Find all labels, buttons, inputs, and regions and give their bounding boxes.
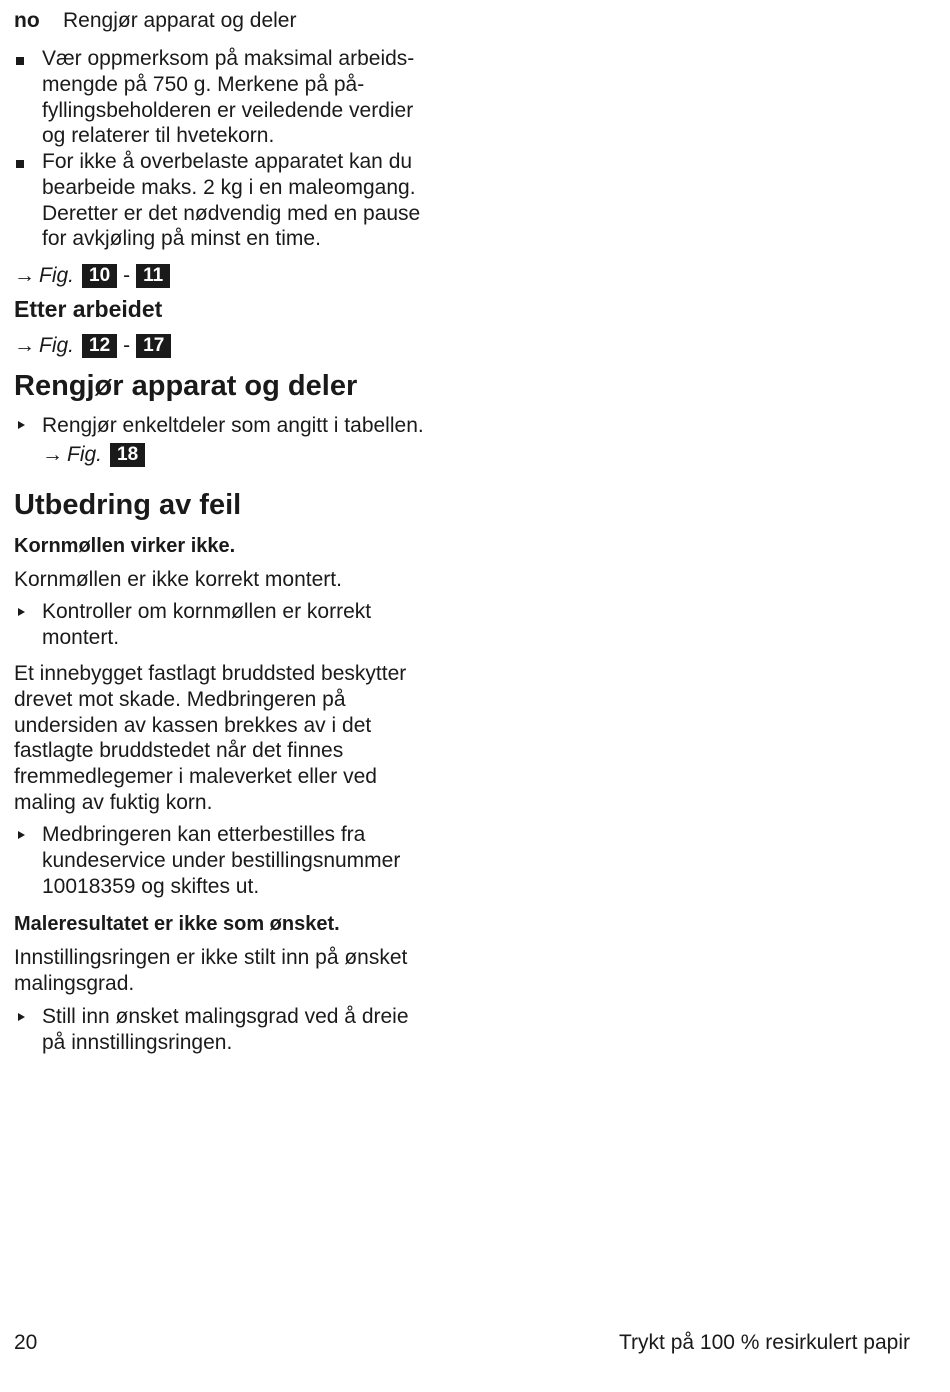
step-triangle-icon [18,608,25,616]
page-number: 20 [14,1331,38,1354]
step-triangle-icon [18,1013,25,1021]
fig-word: Fig. [39,334,75,357]
fig-word: Fig. [39,264,75,287]
step-clean-parts: Rengjør enkeltdeler som angitt i tabellen. [42,414,424,437]
step-triangle-icon [18,831,25,839]
bullet-square-icon [16,57,24,65]
paragraph-line: maling av fuktig korn. [14,790,213,814]
step-check-mill [42,599,472,651]
running-header [14,8,296,34]
step-line: montert. [42,625,120,649]
fig-word: Fig. [67,443,103,466]
cause-line: Innstillingsringen er ikke stilt inn på ønsket [14,946,408,969]
step-line: Still inn ønsket malingsgrad ved å dreie [42,1005,409,1028]
bullet-line: Vær oppmerksom på maksimal arbeids- [42,47,415,70]
subheading-after-work: Etter arbeidet [14,296,163,322]
header-title: Rengjør apparat og deler [63,9,297,32]
arrow-right-icon: → [42,443,63,466]
step-line: Kontroller om kornmøllen er korrekt [42,600,372,623]
paragraph-line: Et innebygget fastlagt bruddsted beskytter [14,662,407,685]
bullet-item-capacity [42,46,472,149]
bullet-item-overload [42,149,472,252]
step-line: på innstillingsringen. [42,1030,233,1054]
section-heading-troubleshooting: Utbedring av feil [14,489,242,521]
arrow-right-icon: → [14,264,35,287]
figure-number-badge: 12 [82,334,117,358]
figure-number-badge: 11 [136,264,170,288]
paragraph-line: drevet mot skade. Medbringeren på [14,687,346,711]
figure-reference [14,333,171,359]
problem-title: Maleresultatet er ikke som ønsket. [14,913,340,935]
arrow-right-icon: → [14,334,35,357]
figure-number-badge: 18 [110,443,145,467]
paragraph-line: fremmedlegemer i maleverket eller ved [14,765,377,789]
step-adjust-ring [42,1004,472,1056]
problem-cause: Kornmøllen er ikke korrekt montert. [14,568,342,591]
step-line: Medbringeren kan etterbestilles fra [42,823,366,846]
figure-range-dash: - [123,264,131,287]
section-heading-cleaning: Rengjør apparat og deler [14,370,358,402]
figure-range-dash: - [123,334,131,357]
explanation-paragraph [14,661,464,816]
bullet-line: bearbeide maks. 2 kg i en maleomgang. [42,175,416,199]
bullet-line: fyllingsbeholderen er veiledende verdier [42,98,414,122]
language-code: no [14,9,40,32]
paragraph-line: undersiden av kassen brekkes av i det [14,713,372,737]
step-triangle-icon [18,421,25,429]
bullet-line: og relaterer til hvetekorn. [42,124,275,148]
figure-reference [42,442,145,468]
footer-note: Trykt på 100 % resirkulert papir [619,1331,910,1354]
bullet-line: Deretter er det nødvendig med en pause [42,201,421,225]
figure-number-badge: 17 [136,334,171,358]
problem-title: Kornmøllen virker ikke. [14,535,236,557]
bullet-line: For ikke å overbelaste apparatet kan du [42,150,413,173]
figure-number-badge: 10 [82,264,117,288]
figure-reference [14,263,170,289]
bullet-line: mengde på 750 g. Merkene på på- [42,72,365,96]
cause-line: malingsgrad. [14,971,135,995]
step-line: 10018359 og skiftes ut. [42,874,260,898]
step-order-part [42,822,472,899]
problem-cause [14,945,464,997]
step-line: kundeservice under bestillingsnummer [42,848,401,872]
bullet-line: for avkjøling på minst en time. [42,227,321,251]
paragraph-line: fastlagte bruddstedet når det finnes [14,739,344,763]
bullet-square-icon [16,160,24,168]
